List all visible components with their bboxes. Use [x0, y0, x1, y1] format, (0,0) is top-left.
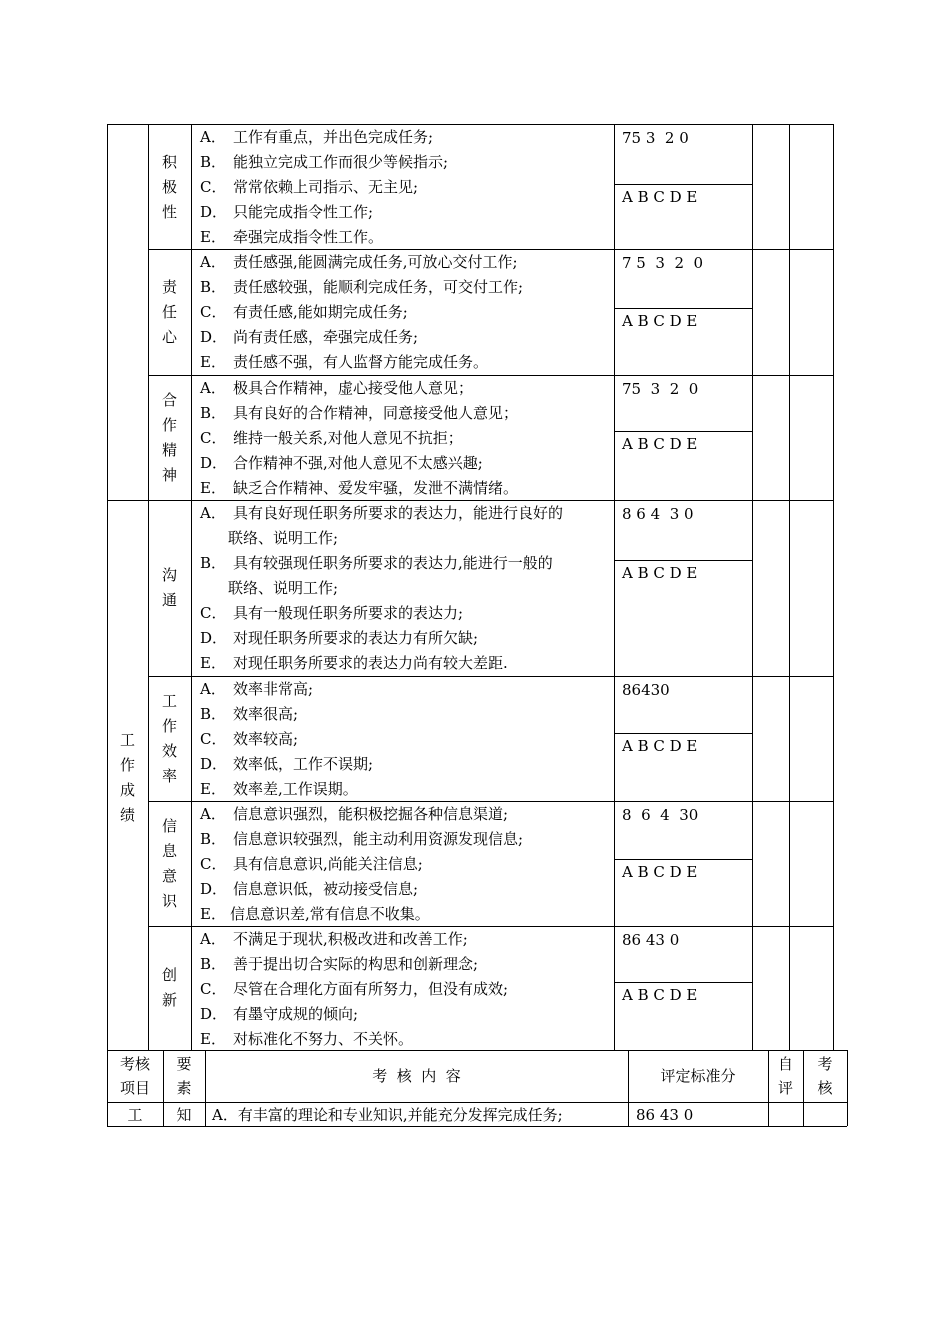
list-item: A． 责任感强,能圆满完成任务,可放心交付工作; [200, 253, 518, 271]
list-item: A． 效率非常高; [200, 680, 314, 698]
list-item: B． 信息意识较强烈，能主动利用资源发现信息; [200, 830, 524, 848]
element-label: 工作效率 [161, 692, 177, 785]
list-item: C． 有责任感,能如期完成任务; [200, 303, 408, 321]
list-item: E． 缺乏合作精神、爱发牢骚，发泄不满情绪。 [200, 479, 519, 497]
grade-letters: A B C D E [622, 312, 698, 330]
grade-letters: A B C D E [622, 737, 698, 755]
list-item: E． 对标准化不努力、不关怀。 [200, 1030, 414, 1048]
header-assess: 考核 [817, 1055, 833, 1097]
score-value: 8 6 4 30 [622, 806, 699, 824]
list-item: C． 常常依赖上司指示、无主见; [200, 178, 419, 196]
option-list [200, 125, 610, 250]
list-item: C． 具有一般现任职务所要求的表达力; [200, 604, 464, 622]
list-item: A． 工作有重点，并出色完成任务; [200, 128, 434, 146]
list-item: E． 效率差,工作误期。 [200, 780, 358, 798]
last-row-score: 86 43 0 [636, 1106, 694, 1124]
element-label: 责任心 [161, 278, 177, 346]
header-content: 考 核 内 容 [372, 1067, 461, 1085]
list-item-continuation: 联络、说明工作; [228, 529, 339, 547]
list-item: C． 具有信息意识,尚能关注信息; [200, 855, 423, 873]
list-item: A． 信息意识强烈，能积极挖掘各种信息渠道; [200, 805, 509, 823]
last-row-element: 知 [176, 1106, 192, 1124]
list-item: B． 具有良好的合作精神，同意接受他人意见； [200, 404, 519, 422]
list-item: D． 信息意识低，被动接受信息; [200, 880, 419, 898]
grade-letters: A B C D E [622, 564, 698, 582]
list-item: D． 合作精神不强,对他人意见不太感兴趣; [200, 454, 483, 472]
list-item: C． 尽管在合理化方面有所努力，但没有成效; [200, 980, 509, 998]
element-label: 合作精神 [161, 391, 177, 484]
list-item: B． 善于提出切合实际的构思和创新理念; [200, 955, 479, 973]
list-item: D． 有墨守成规的倾向; [200, 1005, 359, 1023]
score-value: 75 3 2 0 [622, 129, 689, 147]
grade-letters: A B C D E [622, 188, 698, 206]
list-item: D． 只能完成指令性工作; [200, 203, 374, 221]
last-row-item: 工 [127, 1106, 143, 1124]
list-item: C． 效率较高; [200, 730, 299, 748]
element-label: 创新 [161, 966, 177, 1009]
score-value: 86 43 0 [622, 931, 680, 949]
option-list [200, 250, 610, 375]
list-item: A． 具有良好现任职务所要求的表达力，能进行良好的 [200, 504, 564, 522]
last-row-option: A．有丰富的理论和专业知识,并能充分发挥完成任务; [212, 1106, 563, 1124]
score-value: 8 6 4 3 0 [622, 505, 694, 523]
list-item: E． 牵强完成指令性工作。 [200, 228, 384, 246]
list-item: B． 能独立完成工作而很少等候指示; [200, 153, 449, 171]
list-item: A． 不满足于现状,积极改进和改善工作; [200, 930, 468, 948]
score-value: 75 3 2 0 [622, 380, 699, 398]
category-label: 工作成绩 [119, 731, 135, 824]
list-item: B． 具有较强现任职务所要求的表达力,能进行一般的 [200, 554, 553, 572]
list-item: E． 责任感不强，有人监督方能完成任务。 [200, 353, 489, 371]
grade-letters: A B C D E [622, 863, 698, 881]
option-list [200, 376, 610, 501]
option-list [200, 802, 610, 927]
list-item: A． 极具合作精神，虚心接受他人意见； [200, 379, 474, 397]
list-item: B． 责任感较强，能顺利完成任务，可交付工作; [200, 278, 524, 296]
element-label: 沟通 [161, 566, 177, 609]
list-item: D． 效率低，工作不误期; [200, 755, 374, 773]
grade-letters: A B C D E [622, 986, 698, 1004]
header-item: 考核项目 [119, 1055, 150, 1097]
header-self: 自评 [777, 1055, 793, 1097]
element-label: 信息意识 [161, 817, 177, 910]
grade-letters: A B C D E [622, 435, 698, 453]
option-list [200, 501, 610, 676]
score-value: 86430 [622, 681, 670, 699]
header-standard: 评定标准分 [660, 1067, 736, 1085]
list-item: E． 信息意识差,常有信息不收集。 [200, 905, 430, 923]
header-element: 要素 [176, 1055, 192, 1097]
score-value: 7 5 3 2 0 [622, 254, 704, 272]
option-list [200, 677, 610, 802]
element-label: 积极性 [161, 153, 177, 221]
list-item: E． 对现任职务所要求的表达力尚有较大差距. [200, 654, 508, 672]
list-item-continuation: 联络、说明工作; [228, 579, 339, 597]
list-item: B． 效率很高; [200, 705, 299, 723]
option-list [200, 927, 610, 1052]
list-item: D． 对现任职务所要求的表达力有所欠缺; [200, 629, 479, 647]
list-item: D． 尚有责任感，牵强完成任务; [200, 328, 419, 346]
list-item: C． 维持一般关系,对他人意见不抗拒； [200, 429, 463, 447]
